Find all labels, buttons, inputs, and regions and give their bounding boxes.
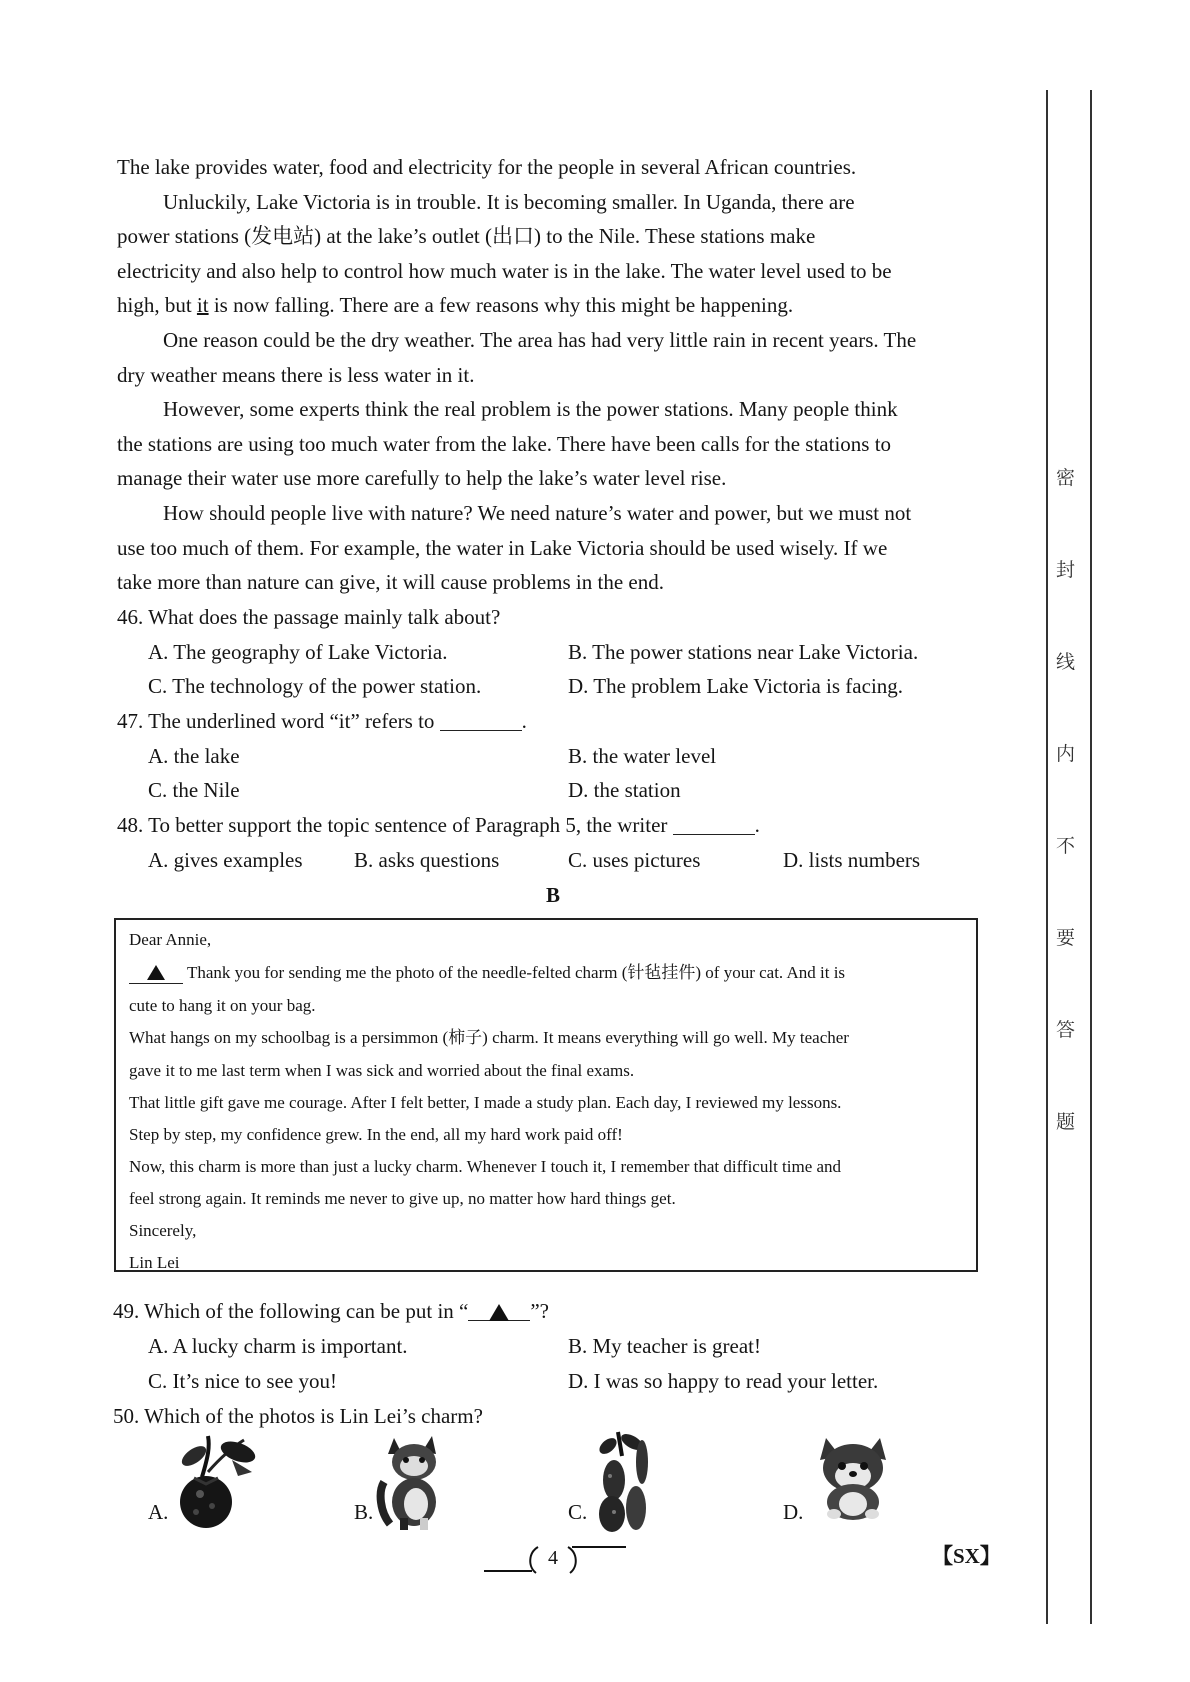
- seal-char: 线: [1056, 651, 1076, 673]
- peanut-charm-photo[interactable]: [590, 1428, 656, 1536]
- letter-line: feel strong again. It reminds me never to give up, no matter how hard things get.: [129, 1189, 676, 1208]
- letter-line: cute to hang it on your bag.: [129, 996, 316, 1015]
- q50-option-a-label[interactable]: A.: [148, 1500, 169, 1524]
- q48-option-b[interactable]: B. asks questions: [354, 848, 500, 872]
- q49-stem-end: ”?: [530, 1299, 550, 1323]
- letter-text: Thank you for sending me the photo of the needle-felted charm (针毡挂件) of your cat. And it is: [183, 963, 846, 982]
- q46-option-b[interactable]: B. The power stations near Lake Victoria.: [568, 640, 919, 664]
- shiba-dog-charm-photo[interactable]: [812, 1434, 894, 1522]
- seal-char: 密: [1056, 467, 1076, 489]
- passage-line: manage their water use more carefully to help the lake’s water level rise.: [117, 466, 727, 490]
- passage-line: electricity and also help to control how much water is in the lake. The water level used to be: [117, 259, 892, 283]
- passage-line: dry weather means there is less water in it.: [117, 363, 475, 387]
- triangle-icon: [489, 1304, 509, 1321]
- cat-charm-photo[interactable]: [374, 1432, 450, 1532]
- triangle-icon: [147, 965, 165, 980]
- q48-stem-text: 48. To better support the topic sentence of Paragraph 5, the writer: [117, 813, 673, 837]
- passage-line: One reason could be the dry weather. The area has had very little rain in recent years. The: [163, 328, 917, 352]
- section-label: B: [546, 883, 561, 907]
- answer-blank[interactable]: [440, 710, 522, 731]
- passage-text: high, but: [117, 293, 197, 317]
- q47-stem-text: 47. The underlined word “it” refers to: [117, 709, 440, 733]
- question-47-stem: [117, 707, 527, 735]
- q47-stem-end: .: [521, 709, 527, 733]
- q48-option-a[interactable]: A. gives examples: [148, 848, 303, 872]
- q49-option-d[interactable]: D. I was so happy to read your letter.: [568, 1369, 879, 1393]
- q47-option-a[interactable]: A. the lake: [148, 744, 240, 768]
- passage-line: use too much of them. For example, the water in Lake Victoria should be used wisely. If we: [117, 536, 888, 560]
- q50-option-b-label[interactable]: B.: [354, 1500, 374, 1524]
- seal-line-left: [1046, 90, 1048, 1624]
- passage-line: the stations are using too much water from the lake. There have been calls for the stations to: [117, 432, 892, 456]
- q47-option-d[interactable]: D. the station: [568, 778, 681, 802]
- passage-line: The lake provides water, food and electricity for the people in several African countries.: [117, 155, 857, 179]
- seal-char: 要: [1056, 927, 1076, 949]
- letter-line: [129, 962, 845, 984]
- seal-line-right: [1090, 90, 1092, 1624]
- q48-option-c[interactable]: C. uses pictures: [568, 848, 701, 872]
- question-46-stem: 46. What does the passage mainly talk about?: [117, 605, 501, 629]
- q49-option-c[interactable]: C. It’s nice to see you!: [148, 1369, 337, 1393]
- question-49-stem: [113, 1297, 549, 1325]
- q46-option-c[interactable]: C. The technology of the power station.: [148, 674, 482, 698]
- seal-char: 不: [1056, 835, 1076, 857]
- page-number: 4: [548, 1547, 558, 1569]
- letter-blank[interactable]: [129, 965, 183, 984]
- q49-stem-text: 49. Which of the following can be put in “: [113, 1299, 469, 1323]
- q48-option-d[interactable]: D. lists numbers: [783, 848, 921, 872]
- letter-line: Now, this charm is more than just a lucky charm. Whenever I touch it, I remember that difficult time and: [129, 1157, 842, 1176]
- q48-stem-end: .: [754, 813, 760, 837]
- q47-option-c[interactable]: C. the Nile: [148, 778, 240, 802]
- q49-option-b[interactable]: B. My teacher is great!: [568, 1334, 762, 1358]
- persimmon-charm-photo[interactable]: [172, 1432, 258, 1532]
- letter-signature: Lin Lei: [129, 1253, 180, 1272]
- question-48-stem: [117, 811, 760, 839]
- answer-blank[interactable]: [468, 1300, 530, 1321]
- passage-text: is now falling. There are a few reasons why this might be happening.: [208, 293, 794, 317]
- seal-char: 题: [1056, 1111, 1076, 1133]
- q50-option-d-label[interactable]: D.: [783, 1500, 804, 1524]
- answer-blank[interactable]: [673, 814, 755, 835]
- passage-line: However, some experts think the real problem is the power stations. Many people think: [163, 397, 898, 421]
- passage-line: [117, 291, 793, 319]
- q46-option-d[interactable]: D. The problem Lake Victoria is facing.: [568, 674, 904, 698]
- letter-line: gave it to me last term when I was sick and worried about the final exams.: [129, 1061, 635, 1080]
- q49-option-a[interactable]: A. A lucky charm is important.: [148, 1334, 408, 1358]
- letter-closing: Sincerely,: [129, 1221, 197, 1240]
- passage-line: take more than nature can give, it will cause problems in the end.: [117, 570, 664, 594]
- seal-char: 封: [1056, 559, 1076, 581]
- letter-line: Step by step, my confidence grew. In the end, all my hard work paid off!: [129, 1125, 623, 1144]
- seal-char: 答: [1056, 1019, 1076, 1041]
- question-50-stem: 50. Which of the photos is Lin Lei’s charm?: [113, 1404, 483, 1428]
- letter-greeting: Dear Annie,: [129, 930, 212, 949]
- q47-option-b[interactable]: B. the water level: [568, 744, 717, 768]
- seal-char: 内: [1056, 743, 1076, 765]
- letter-line: What hangs on my schoolbag is a persimmon (柿子) charm. It means everything will go well. My teacher: [129, 1028, 849, 1047]
- q46-option-a[interactable]: A. The geography of Lake Victoria.: [148, 640, 448, 664]
- paper-code: 【SX】: [932, 1544, 1001, 1568]
- passage-line: power stations (发电站) at the lake’s outlet (出口) to the Nile. These stations make: [117, 224, 816, 248]
- passage-line: How should people live with nature? We need nature’s water and power, but we must not: [163, 501, 912, 525]
- letter-line: That little gift gave me courage. After I felt better, I made a study plan. Each day, I reviewed my lessons.: [129, 1093, 842, 1112]
- q50-option-c-label[interactable]: C.: [568, 1500, 588, 1524]
- underlined-word: it: [196, 293, 209, 317]
- passage-line: Unluckily, Lake Victoria is in trouble. It is becoming smaller. In Uganda, there are: [163, 190, 855, 214]
